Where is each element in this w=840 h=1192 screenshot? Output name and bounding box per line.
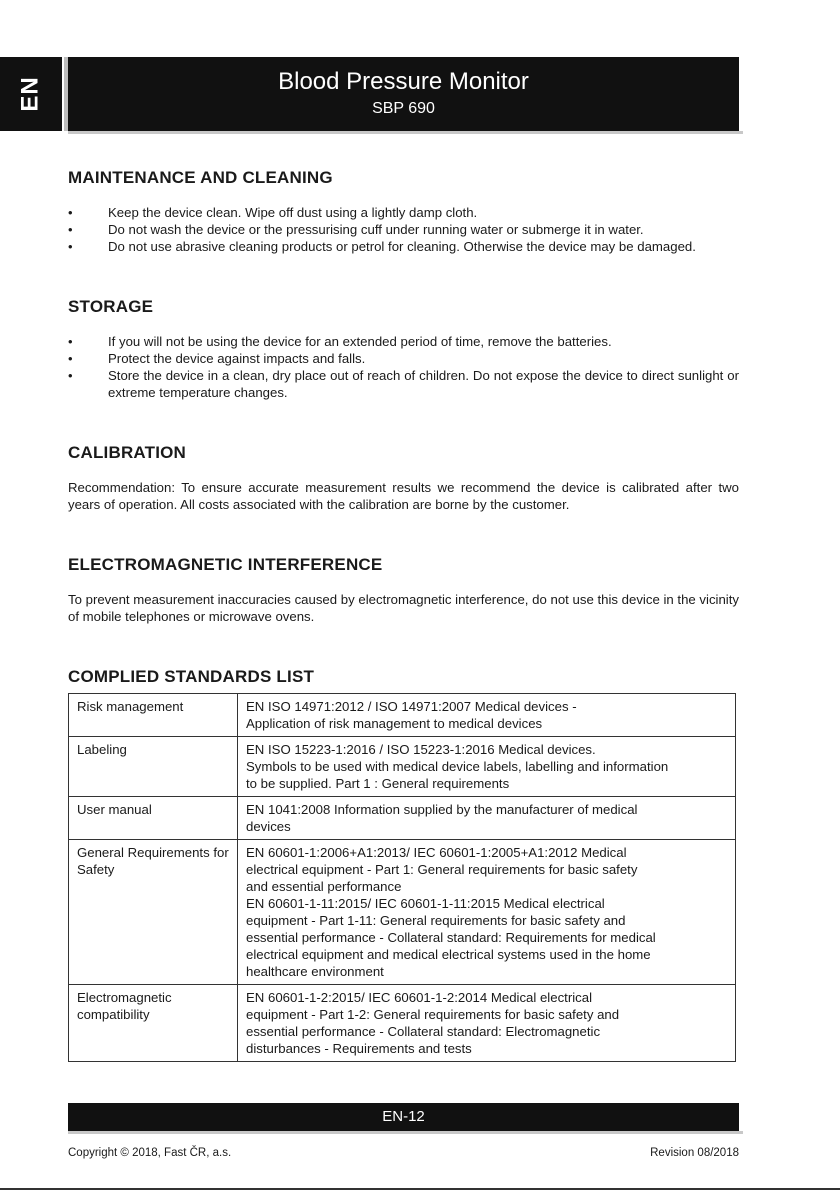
standard-description-line: equipment - Part 1-11: General requirements for basic safety and (246, 913, 626, 928)
language-tab (0, 57, 62, 131)
standard-description-line: essential performance - Collateral standard: Electromagnetic (246, 1024, 601, 1039)
footer-shadow (68, 1131, 743, 1134)
list-item: • Do not wash the device or the pressurising cuff under running water or submerge it in water. (68, 221, 739, 238)
list-item: • Protect the device against impacts and falls. (68, 350, 739, 367)
standard-description-line: Application of risk management to medical devices (246, 716, 543, 731)
table-row (69, 797, 736, 840)
standard-description-line: Symbols to be used with medical device labels, labelling and information (246, 759, 669, 774)
calibration-text: Recommendation: To ensure accurate measurement results we recommend the device is calibrated after two years of operation. All costs associated with the calibration are borne by the customer. (68, 480, 739, 512)
standard-description-cell (238, 737, 736, 797)
revision-label: Revision 08/2018 (650, 1147, 739, 1159)
standard-description-cell (238, 840, 736, 985)
storage-heading: STORAGE (68, 297, 154, 316)
standards-table (68, 693, 736, 1062)
maintenance-list (68, 204, 739, 255)
page-number: EN-12 (382, 1108, 425, 1125)
standard-description-line: EN 60601-1-2:2015/ IEC 60601-1-2:2014 Medical electrical (246, 990, 593, 1005)
standard-description-line: electrical equipment - Part 1: General requirements for basic safety (246, 862, 638, 877)
standards-heading: COMPLIED STANDARDS LIST (68, 667, 315, 686)
standard-topic-cell: User manual (69, 797, 238, 840)
storage-section (68, 295, 739, 401)
standard-description-line: to be supplied. Part 1 : General requirements (246, 776, 510, 791)
language-label: EN (17, 76, 44, 112)
standard-topic-cell: Risk management (69, 694, 238, 737)
model-number: SBP 690 (372, 100, 435, 117)
interference-text: To prevent measurement inaccuracies caused by electromagnetic interference, do not use this device in the vicinity of mobile telephones or microwave ovens. (68, 592, 739, 624)
standard-description-line: devices (246, 819, 291, 834)
bottom-rule (0, 1188, 840, 1190)
maintenance-section (68, 166, 739, 255)
page-title: Blood Pressure Monitor (278, 68, 529, 95)
list-item: • Store the device in a clean, dry place out of reach of children. Do not expose the device to direct sunlight or extreme temperature changes. (68, 367, 739, 401)
standard-description-line: EN ISO 15223-1:2016 / ISO 15223-1:2016 Medical devices. (246, 742, 596, 757)
standards-section (68, 665, 739, 1062)
standard-description-line: EN ISO 14971:2012 / ISO 14971:2007 Medical devices - (246, 699, 577, 714)
standard-description-cell (238, 797, 736, 840)
copyright-notice: Copyright © 2018, Fast ČR, a.s. (68, 1147, 232, 1159)
standard-description-line: EN 60601-1:2006+A1:2013/ IEC 60601-1:2005+A1:2012 Medical (246, 845, 627, 860)
standard-description-line: disturbances - Requirements and tests (246, 1041, 472, 1056)
standard-description-line: and essential performance (246, 879, 402, 894)
standard-topic-cell: Labeling (69, 737, 238, 797)
standard-topic-cell: Electromagnetic compatibility (69, 985, 238, 1062)
main-content (68, 166, 739, 1062)
standard-description-line: healthcare environment (246, 964, 384, 979)
calibration-heading: CALIBRATION (68, 443, 187, 462)
table-row (69, 985, 736, 1062)
list-item: • Do not use abrasive cleaning products or petrol for cleaning. Otherwise the device may be damaged. (68, 238, 739, 255)
header-shadow (68, 131, 743, 134)
standard-topic-cell: General Requirements for Safety (69, 840, 238, 985)
standard-description-line: equipment - Part 1-2: General requirements for basic safety and (246, 1007, 620, 1022)
table-row (69, 694, 736, 737)
storage-list (68, 333, 739, 401)
list-item: • If you will not be using the device for an extended period of time, remove the batteries. (68, 333, 739, 350)
interference-heading: ELECTROMAGNETIC INTERFERENCE (68, 555, 383, 574)
interference-section (68, 553, 739, 625)
table-row (69, 737, 736, 797)
table-row (69, 840, 736, 985)
standard-description-cell (238, 985, 736, 1062)
list-item: • Keep the device clean. Wipe off dust using a lightly damp cloth. (68, 204, 739, 221)
standard-description-line: EN 60601-1-11:2015/ IEC 60601-1-11:2015 Medical electrical (246, 896, 605, 911)
standard-description-line: electrical equipment and medical electrical systems used in the home (246, 947, 651, 962)
page-footer (68, 1103, 739, 1131)
page-header (68, 57, 739, 131)
maintenance-heading: MAINTENANCE AND CLEANING (68, 168, 333, 187)
standard-description-cell (238, 694, 736, 737)
standard-description-line: essential performance - Collateral standard: Requirements for medical (246, 930, 656, 945)
calibration-section (68, 441, 739, 513)
standard-description-line: EN 1041:2008 Information supplied by the manufacturer of medical (246, 802, 638, 817)
